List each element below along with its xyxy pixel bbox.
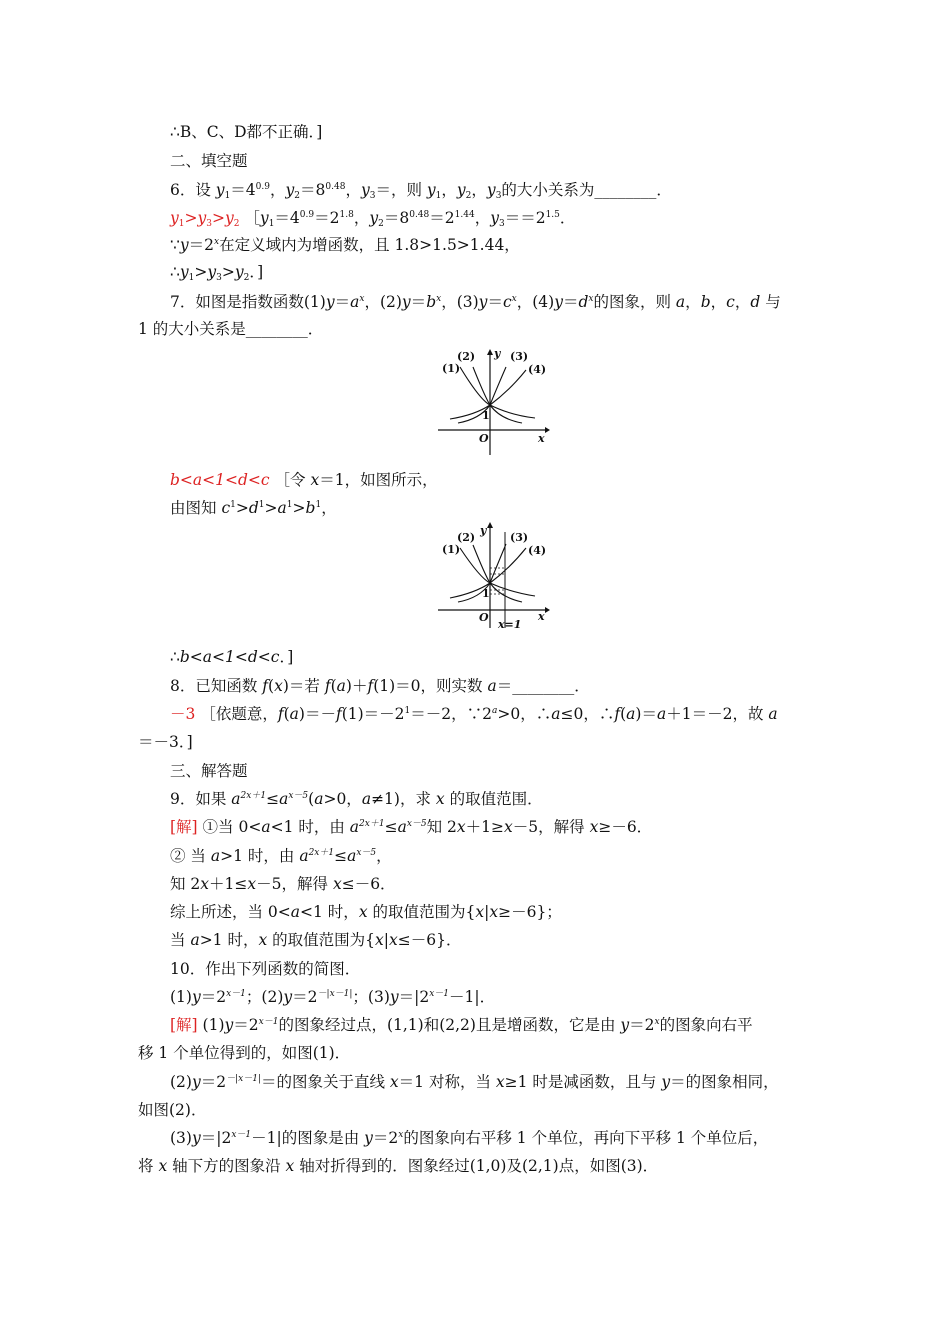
fig2-label-y: y [480,524,487,537]
fig2-label-1: (1) [442,543,461,556]
answer-10-part3-end: 将 x 轴下方的图象沿 x 轴对折得到的．图象经过(1,0)及(2,1)点，如图(3)． [138,1157,659,1175]
answer-10-part2-end: 如图(2)． [138,1101,207,1119]
fig2-label-x1: x=1 [498,618,522,631]
fig2-label-4: (4) [528,544,547,557]
answer-10-part1-end: 移 1 个单位得到的，如图(1)． [138,1044,351,1062]
answer-6-conclusion: $\therefore y_1>y_3>y_2$．] [170,263,264,283]
question-10-functions: $(1)y=2^{x-1}$；$(2)y=2^{-|x-1|}$；$(3)y=|2^{x-1}-1|$． [170,988,496,1006]
answer-7: b<a<1<d<c ［令 x＝1，如图所示， [170,471,438,489]
answer-6-reason: $\because y=2^x$在定义域内为增函数，且 1.8>1.5>1.44， [170,236,520,254]
section-fill-blank: 二、填空题 [170,152,248,170]
figure-exponential-graphs-2 [430,520,555,635]
answer-9-case2: ② 当 a>1 时，由 $a^{2x+1}\le a^{x-5}$， [170,847,392,865]
fig1-y-arrow [487,349,493,355]
fig2-label-x: x [538,610,545,623]
fig1-label-one: 1 [482,409,490,422]
fig2-label-3: (3) [510,531,529,544]
fig1-label-2: (2) [457,350,476,363]
fig2-x-arrow [545,607,550,613]
answer-7-conclusion: ∴b<a<1<d<c．] [170,648,294,666]
answer-7-compare: 由图知 $c^1>d^1>a^1>b^1$， [170,499,337,517]
question-8: 8．已知函数 f(x)＝若 f(a)＋f(1)＝0，则实数 a＝________． [170,677,590,695]
answer-10-part1: [解] $(1)y=2^{x-1}$的图象经过点，(1,1)和(2,2)且是增函数，它是由 $y=2^x$的图象向右平 [170,1016,753,1034]
fig1-x-arrow [545,427,550,433]
question-9: 9．如果 $a^{2x+1}\le a^{x-5}(a>0$，a≠1)，求 x 的取值范围． [170,790,543,808]
fig2-label-2: (2) [457,531,476,544]
answer-9-summary2: 当 a>1 时，x 的取值范围为{x|x≤－6}． [170,931,462,949]
answer-9-summary1: 综上所述，当 0<a<1 时，x 的取值范围为{x|x≥－6}； [170,903,562,921]
fig1-label-y: y [494,347,501,360]
fig2-label-origin: O [479,611,489,624]
solution-tag-10: [解] [170,1016,198,1034]
fig1-label-x: x [538,432,545,445]
question-7-line1: 7．如图是指数函数$(1)y=a^x$，$(2)y=b^x$，$(3)y=c^x$，$(4)y=d^x$的图象，则 a，b，c，d 与 [170,293,781,311]
fig1-label-origin: O [479,432,489,445]
answer-9-case1: [解] ①当 0<a<1 时，由 $a^{2x+1}\le a^{x-5}$知 2x＋1≥x－5，解得 x≥－6． [170,818,653,836]
line-conclusion: ∴B、C、D都不正确．] [170,123,323,141]
fig1-label-4: (4) [528,363,547,376]
fig2-y-arrow [487,522,493,528]
fig1-label-3: (3) [510,350,529,363]
fig1-label-1: (1) [442,362,461,375]
question-10: 10．作出下列函数的简图． [170,960,361,978]
answer-8: －3 ［依题意，$f(a)=-f(1)=-2^1=-2$，$\because 2^a>0$，∴a≤0，∴f(a)＝a＋1＝－2，故 a [170,705,778,723]
answer-10-part3: $(3)y=|2^{x-1}-1|$的图象是由 $y=2^x$的图象向右平移 1 个单位，再向下平移 1 个单位后， [170,1129,769,1147]
answer-6-result: $y_1>y_3>y_2$ [170,209,240,229]
answer-10-part2: $(2)y=2^{-|x-1|}=$的图象关于直线 x＝1 对称，当 x≥1 时是减函数，且与 y＝的图象相同， [170,1073,779,1091]
question-6: 6．设 $y_1=4^{0.9}$，$y_2=8^{0.48}$，$y_3=$，则 $y_1$，$y_2$，$y_3$的大小关系为________． [170,181,672,201]
fig1-curve-1 [460,367,535,418]
section-solve: 三、解答题 [170,762,248,780]
fig2-curve-1 [460,548,535,596]
answer-8-result: －3 [170,705,196,723]
answer-7-result: b<a<1<d<c [170,471,270,489]
question-7-line2: 1 的大小关系是________． [138,320,324,338]
fig2-label-one: 1 [482,587,490,600]
figure-exponential-graphs-1 [430,345,555,460]
answer-6: $y_1>y_3>y_2$ $[y_1=4^{0.9}=2^{1.8}$，$y_2=8^{0.48}=2^{1.44}$，$y_3==2^{1.5}$． [170,209,576,229]
answer-9-case2-solve: 知 2x＋1≤x－5，解得 x≤－6． [170,875,396,893]
answer-8-end: ＝－3．] [138,733,193,751]
solution-tag: [解] [170,818,198,836]
